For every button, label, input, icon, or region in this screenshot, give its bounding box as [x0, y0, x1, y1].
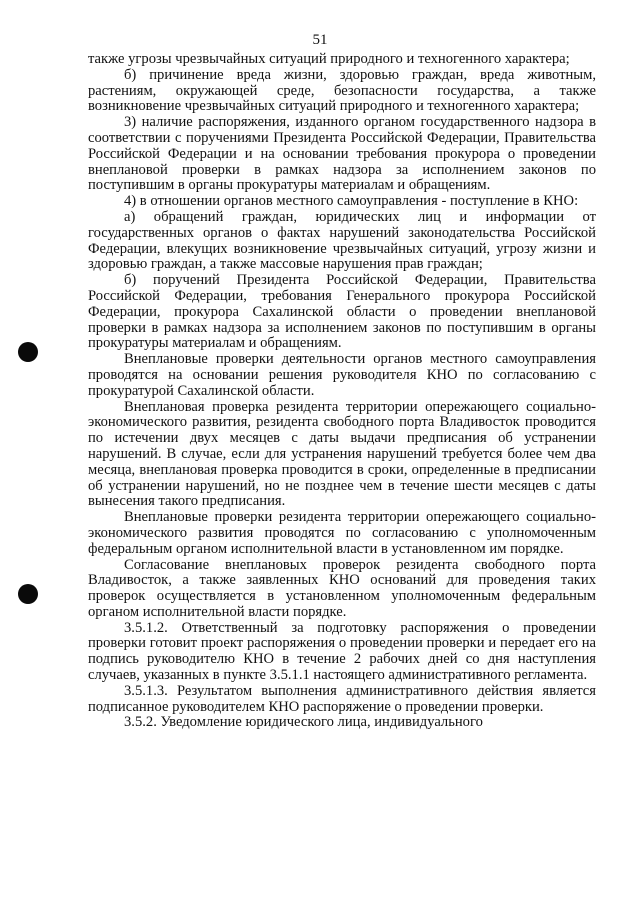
document-body — [88, 52, 596, 731]
paragraph: 3.5.1.2. Ответственный за подготовку распоряжения о проведении проверки готовит проект распоряжения о проведении проверки и передает его на подпись руководителю КНО в течение 2 рабочих дней со дня наступления случаев, указанных в пункте 3.5.1.1 настоящего административного регламента. — [88, 619, 596, 684]
binder-hole-top — [18, 342, 38, 362]
paragraph: 3) наличие распоряжения, изданного органом государственного надзора в соответствии с поручениями Президента Российской Федерации, Правительства Российской Федерации и на основании требования прокурора о проведении внеплановой проверки в рамках надзора за исполнением законов по поступившим в органы прокуратуры материалам и обращениям. — [88, 114, 596, 194]
paragraph: 3.5.2. Уведомление юридического лица, индивидуального — [124, 714, 483, 731]
paragraph: 3.5.1.3. Результатом выполнения административного действия является подписанное руководителем КНО распоряжение о проведении проверки. — [88, 682, 596, 715]
paragraph: а) обращений граждан, юридических лиц и информации от государственных органов о фактах нарушений законодательства Российской Федерации, влекущих возникновение чрезвычайных ситуаций, угрозу жизни и здоровью граждан, а также массовые нарушения прав граждан; — [88, 208, 596, 273]
page-number: 51 — [312, 32, 328, 48]
paragraph: также угрозы чрезвычайных ситуаций природного и техногенного характера; — [88, 51, 570, 67]
paragraph: Согласование внеплановых проверок резидента свободного порта Владивосток, а также заявленных КНО оснований для проведения таких проверок осуществляется в установленном уполномоченным федеральным органом исполнительной власти порядке. — [88, 556, 596, 620]
paragraph: б) поручений Президента Российской Федерации, Правительства Российской Федерации, требования Генерального прокурора Российской Федерации, прокурора Сахалинской области о проведении внеплановой проверки в рамках надзора за исполнением законов по поступившим в органы прокуратуры материалам и обращениям. — [88, 272, 596, 352]
paragraph: б) причинение вреда жизни, здоровью граждан, вреда животным, растениям, окружающей среде, безопасности государства, а также возникновение чрезвычайных ситуаций природного и техногенного характера; — [88, 66, 596, 115]
binder-hole-bottom — [18, 584, 38, 604]
paragraph: 4) в отношении органов местного самоуправления - поступление в КНО: — [124, 193, 579, 210]
paragraph: Внеплановые проверки деятельности органов местного самоуправления проводятся на основании решения руководителя КНО по согласованию с прокуратурой Сахалинской области. — [88, 351, 596, 399]
paragraph: Внеплановые проверки резидента территории опережающего социально-экономического развития проводятся по согласованию с уполномоченным федеральным органом исполнительной власти в установленном им порядке. — [88, 509, 596, 557]
paragraph: Внеплановая проверка резидента территории опережающего социально-экономического развития, резидента свободного порта Владивосток проводится по истечении двух месяцев с даты выдачи предписания об устранении нарушений. В случае, если для устранения нарушений требуется более чем два месяца, внеплановая проверка проводится в сроки, определенные в предписании об устранении нарушений, но не позднее чем в течение шести месяцев с даты вынесения такого предписания. — [88, 398, 596, 510]
